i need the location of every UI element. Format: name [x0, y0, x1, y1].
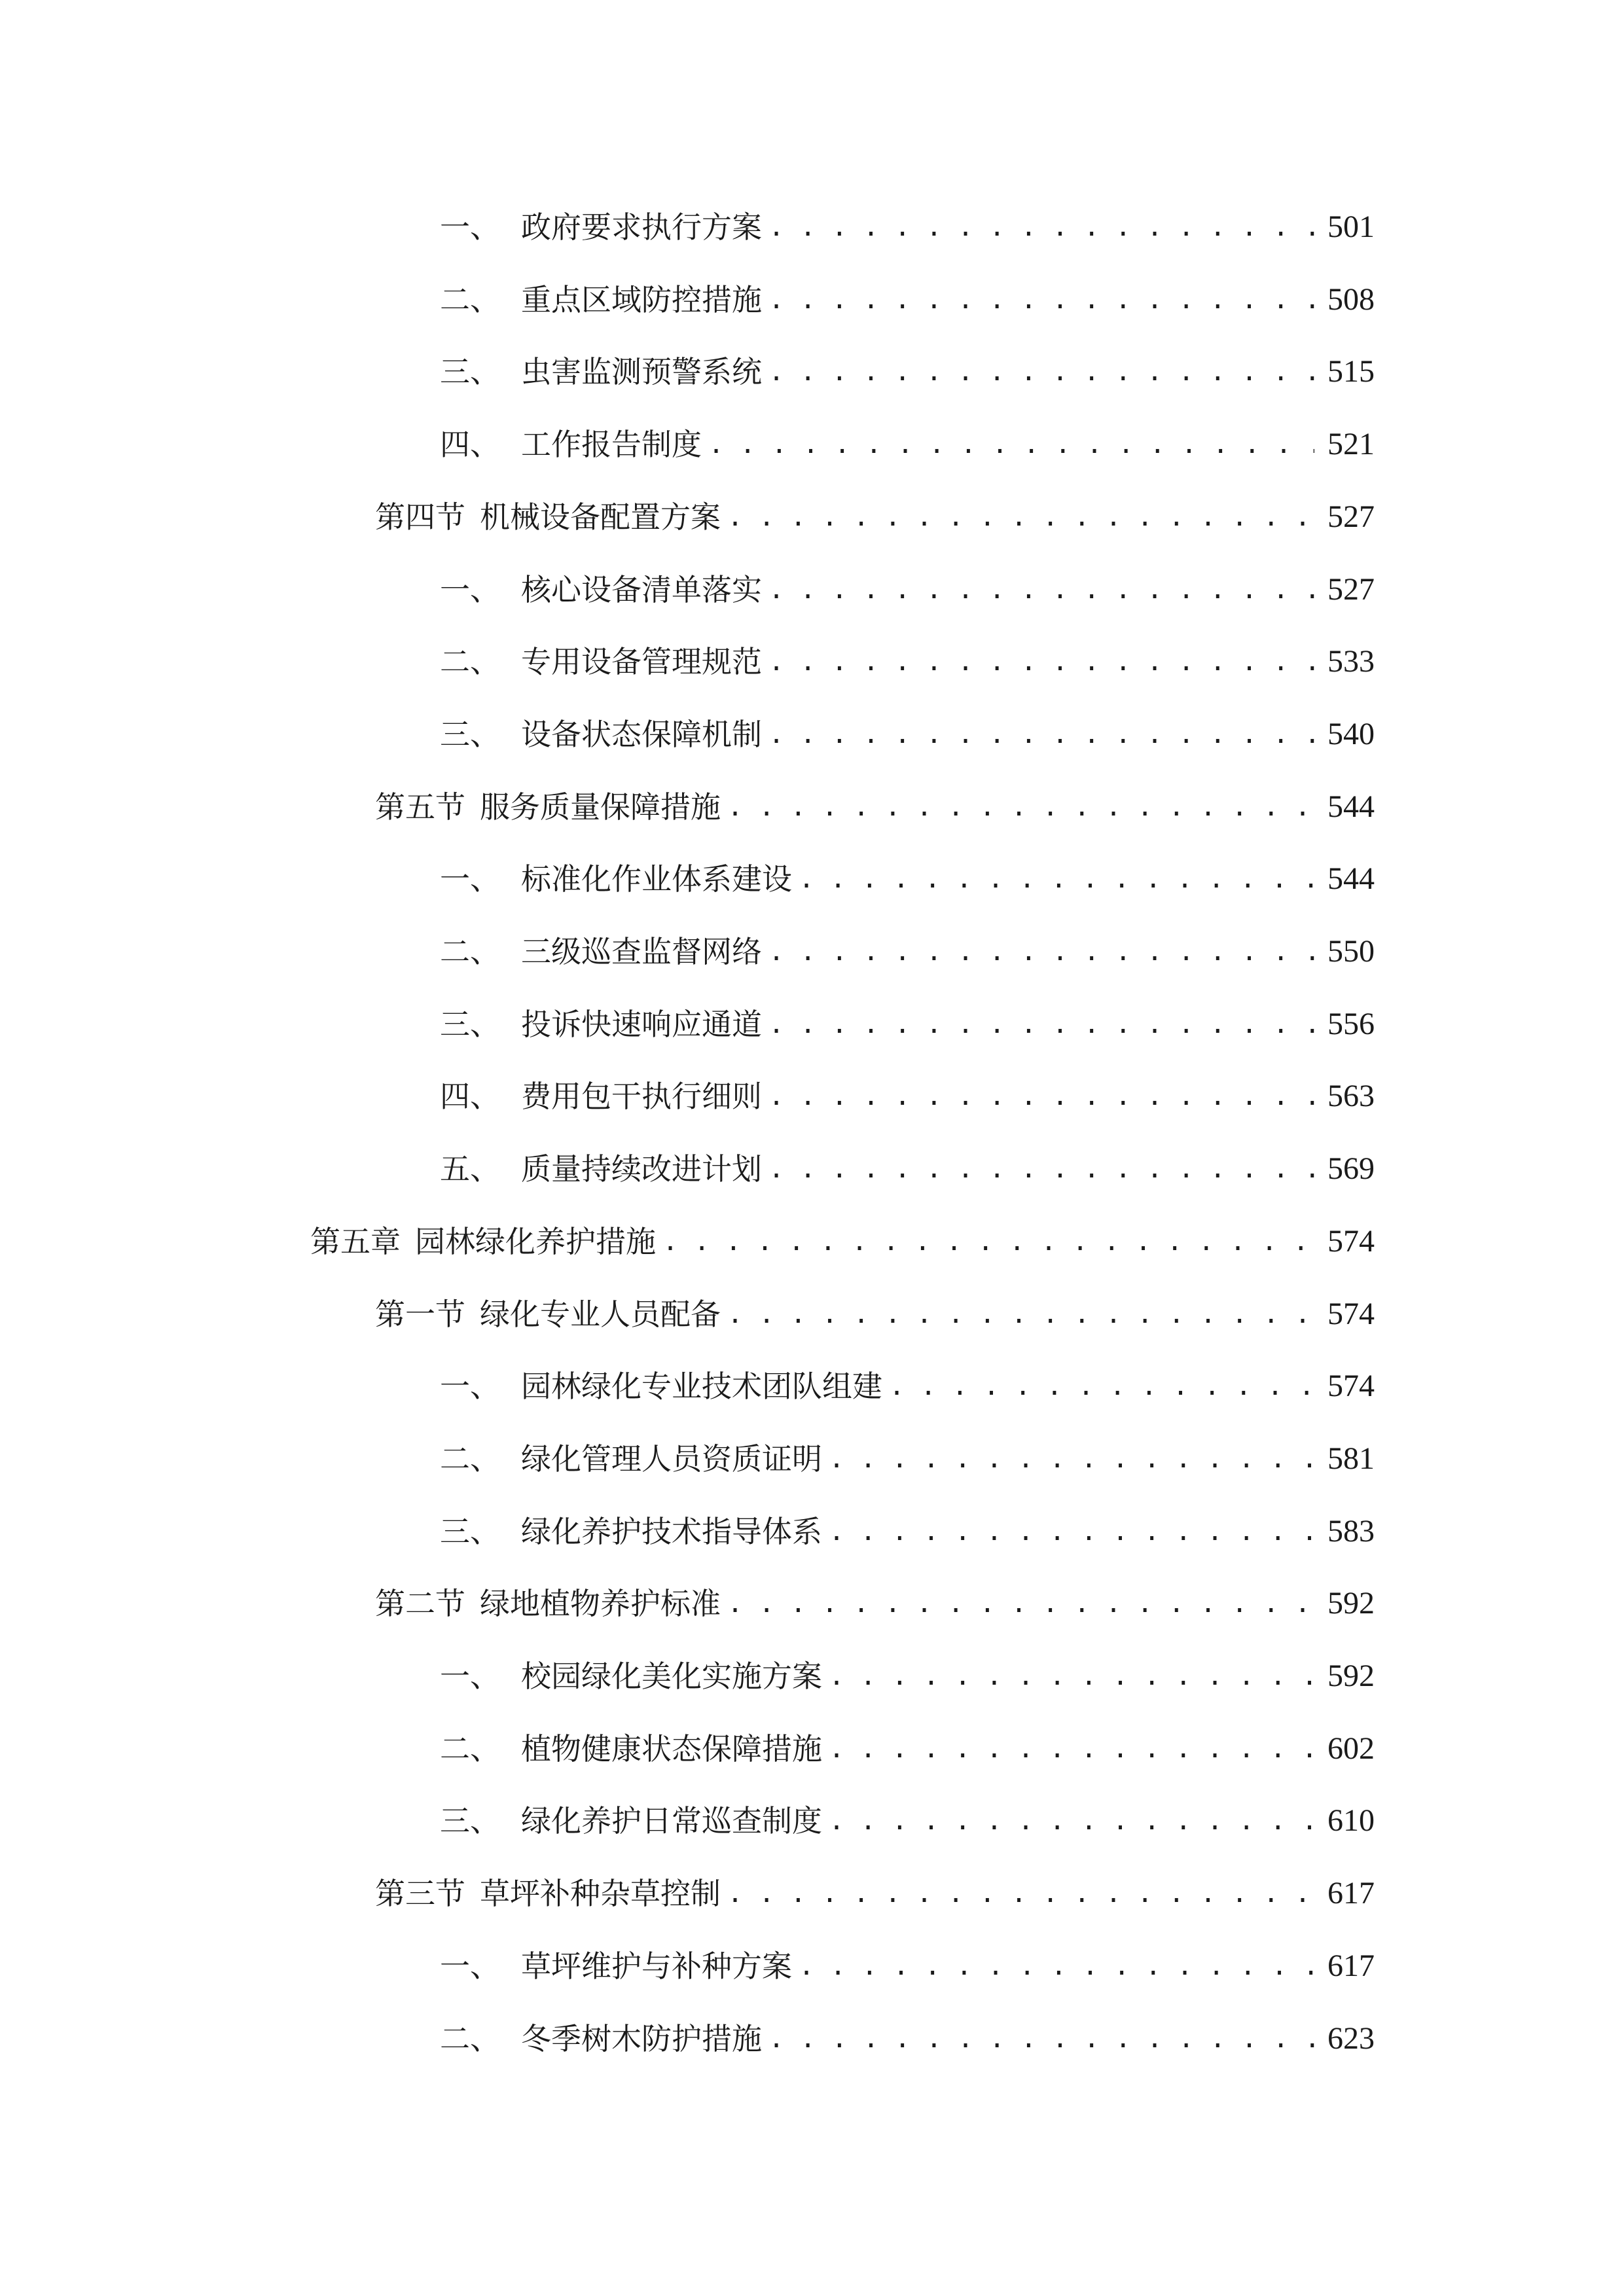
toc-entry-page-number: 592 — [1327, 1586, 1375, 1621]
dot-leader — [768, 632, 1314, 691]
toc-entry[interactable] — [0, 850, 1624, 908]
toc-entry-title: 校园绿化美化实施方案 — [521, 1659, 822, 1694]
dot-leader — [768, 560, 1314, 619]
toc-entry[interactable] — [0, 1285, 1624, 1344]
toc-entry-number: 二、 — [440, 644, 500, 680]
toc-entry-line — [440, 705, 1375, 764]
toc-entry-page-number: 574 — [1327, 1296, 1375, 1331]
toc-entry-number: 一、 — [440, 571, 500, 607]
toc-entry-page-number: 540 — [1327, 716, 1375, 751]
toc-entry-title: 标准化作业体系建设 — [521, 861, 792, 897]
dot-leader — [829, 1719, 1314, 1778]
toc-entry-number: 二、 — [440, 281, 500, 317]
toc-entry-number: 第四节 — [375, 499, 465, 535]
dot-leader — [829, 1429, 1314, 1488]
toc-entry-number: 一、 — [440, 1659, 500, 1694]
toc-entry[interactable] — [0, 632, 1624, 691]
toc-entry-line — [440, 1357, 1375, 1416]
toc-entry-title: 绿化养护技术指导体系 — [521, 1513, 822, 1549]
toc-entry-title: 机械设备配置方案 — [480, 499, 721, 535]
toc-entry-line — [440, 1139, 1375, 1198]
toc-entry[interactable] — [0, 1574, 1624, 1633]
toc-entry-line — [440, 560, 1375, 619]
toc-entry-number: 二、 — [440, 2020, 500, 2056]
toc-entry-line — [440, 1647, 1375, 1706]
toc-entry-page-number: 610 — [1327, 1803, 1375, 1839]
dot-leader — [768, 270, 1314, 329]
dot-leader — [768, 705, 1314, 764]
toc-entry-page-number: 592 — [1327, 1659, 1375, 1693]
toc-entry-line — [375, 488, 1375, 547]
toc-entry-page-number: 501 — [1327, 209, 1375, 244]
dot-leader — [829, 1502, 1314, 1561]
toc-entry[interactable] — [0, 705, 1624, 764]
toc-entry[interactable] — [0, 1067, 1624, 1126]
toc-entry-line — [375, 1864, 1375, 1923]
dot-leader — [662, 1212, 1314, 1271]
toc-entry-line — [440, 995, 1375, 1054]
toc-entry-title: 质量持续改进计划 — [521, 1151, 762, 1187]
toc-entry[interactable] — [0, 1429, 1624, 1488]
toc-entry[interactable] — [0, 1791, 1624, 1850]
toc-entry-line — [440, 1429, 1375, 1488]
toc-entry-title: 核心设备清单落实 — [521, 571, 762, 607]
toc-entry[interactable] — [0, 560, 1624, 619]
toc-entry[interactable] — [0, 1719, 1624, 1778]
toc-entry-title: 投诉快速响应通道 — [521, 1006, 762, 1042]
toc-entry-line — [440, 270, 1375, 329]
toc-entry-number: 三、 — [440, 716, 500, 752]
toc-entry-page-number: 527 — [1327, 499, 1375, 534]
toc-entry-title: 服务质量保障措施 — [480, 789, 721, 825]
toc-entry[interactable] — [0, 995, 1624, 1054]
toc-entry-title: 园林绿化养护措施 — [415, 1223, 656, 1259]
dot-leader — [727, 488, 1314, 547]
toc-entry-number: 一、 — [440, 1369, 500, 1405]
toc-entry-title: 政府要求执行方案 — [521, 209, 762, 245]
toc-entry-number: 二、 — [440, 1441, 500, 1477]
toc-entry-title: 绿地植物养护标准 — [480, 1586, 721, 1622]
toc-entry-line — [375, 1574, 1375, 1633]
toc-entry-page-number: 521 — [1327, 427, 1375, 462]
toc-entry-page-number: 574 — [1327, 1369, 1375, 1404]
toc-entry-line — [440, 632, 1375, 691]
toc-entry-line — [440, 850, 1375, 908]
toc-entry-page-number: 544 — [1327, 789, 1375, 824]
toc-entry[interactable] — [0, 2009, 1624, 2068]
toc-entry[interactable] — [0, 1647, 1624, 1706]
toc-entry-line — [375, 778, 1375, 836]
toc-entry[interactable] — [0, 415, 1624, 474]
toc-entry[interactable] — [0, 342, 1624, 401]
toc-entry-title: 绿化养护日常巡查制度 — [521, 1803, 822, 1839]
toc-entry-line — [375, 1285, 1375, 1344]
toc-entry-line — [310, 1212, 1375, 1271]
toc-entry-title: 绿化管理人员资质证明 — [521, 1441, 822, 1477]
toc-entry-line — [440, 2009, 1375, 2068]
toc-entry-number: 第五节 — [375, 789, 465, 825]
dot-leader — [727, 1864, 1314, 1923]
toc-entry-line — [440, 922, 1375, 981]
toc-entry-line — [440, 1719, 1375, 1778]
dot-leader — [727, 778, 1314, 836]
toc-entry-page-number: 515 — [1327, 354, 1375, 389]
toc-entry-title: 园林绿化专业技术团队组建 — [521, 1369, 882, 1405]
toc-entry-number: 四、 — [440, 427, 500, 463]
dot-leader — [799, 850, 1314, 908]
dot-leader — [768, 1067, 1314, 1126]
toc-entry-title: 绿化专业人员配备 — [480, 1296, 721, 1332]
toc-entry-title: 植物健康状态保障措施 — [521, 1731, 822, 1767]
dot-leader — [889, 1357, 1314, 1416]
toc-entry-line — [440, 342, 1375, 401]
toc-entry-page-number: 544 — [1327, 861, 1375, 897]
toc-entry-number: 四、 — [440, 1079, 500, 1115]
dot-leader — [768, 995, 1314, 1054]
toc-entry-title: 专用设备管理规范 — [521, 644, 762, 680]
toc-entry-page-number: 617 — [1327, 1876, 1375, 1911]
toc-entry-page-number: 508 — [1327, 281, 1375, 317]
dot-leader — [708, 415, 1314, 474]
toc-entry-number: 一、 — [440, 209, 500, 245]
toc-entry[interactable] — [0, 198, 1624, 257]
toc-entry-number: 三、 — [440, 1513, 500, 1549]
toc-entry-title: 设备状态保障机制 — [521, 716, 762, 752]
toc-entry-page-number: 533 — [1327, 644, 1375, 679]
toc-entry[interactable] — [0, 1139, 1624, 1198]
toc-entry-title: 重点区域防控措施 — [521, 281, 762, 317]
toc-entry-number: 第五章 — [310, 1223, 401, 1259]
toc-entry-line — [440, 1791, 1375, 1850]
toc-entry-page-number: 583 — [1327, 1513, 1375, 1549]
dot-leader — [768, 2009, 1314, 2068]
toc-entry-page-number: 623 — [1327, 2020, 1375, 2056]
toc-entry-title: 费用包干执行细则 — [521, 1079, 762, 1115]
toc-entry-number: 三、 — [440, 354, 500, 390]
toc-entry-title: 冬季树木防护措施 — [521, 2020, 762, 2056]
toc-entry-number: 第二节 — [375, 1586, 465, 1622]
toc-entry-title: 草坪维护与补种方案 — [521, 1948, 792, 1984]
dot-leader — [799, 1937, 1314, 1996]
toc-entry-number: 三、 — [440, 1006, 500, 1042]
dot-leader — [768, 922, 1314, 981]
dot-leader — [768, 342, 1314, 401]
toc-entry-title: 虫害监测预警系统 — [521, 354, 762, 390]
toc-entry-page-number: 617 — [1327, 1948, 1375, 1983]
toc-entry-number: 第三节 — [375, 1876, 465, 1912]
toc-entry[interactable] — [0, 1864, 1624, 1923]
toc-entry[interactable] — [0, 922, 1624, 981]
toc-entry[interactable] — [0, 1212, 1624, 1271]
toc-entry-number: 二、 — [440, 1731, 500, 1767]
toc-entry-page-number: 569 — [1327, 1151, 1375, 1187]
toc-entry-page-number: 556 — [1327, 1006, 1375, 1041]
toc-entry-line — [440, 1067, 1375, 1126]
toc-entry-line — [440, 1502, 1375, 1561]
toc-entry-page-number: 527 — [1327, 571, 1375, 607]
toc-entry-line — [440, 415, 1375, 474]
toc-entry-page-number: 602 — [1327, 1731, 1375, 1766]
toc-entry-number: 三、 — [440, 1803, 500, 1839]
toc-entry-title: 三级巡查监督网络 — [521, 934, 762, 969]
toc-entry-number: 一、 — [440, 861, 500, 897]
dot-leader — [768, 1139, 1314, 1198]
toc-entry[interactable] — [0, 778, 1624, 836]
toc-entry-line — [440, 1937, 1375, 1996]
toc-entry[interactable] — [0, 270, 1624, 329]
dot-leader — [727, 1285, 1314, 1344]
toc-entry-title: 工作报告制度 — [521, 427, 702, 463]
toc-entry-page-number: 574 — [1327, 1223, 1375, 1259]
toc-entry-number: 二、 — [440, 934, 500, 969]
dot-leader — [829, 1647, 1314, 1706]
toc-entry-number: 一、 — [440, 1948, 500, 1984]
dot-leader — [829, 1791, 1314, 1850]
toc-entry-number: 第一节 — [375, 1296, 465, 1332]
toc-entry-page-number: 550 — [1327, 934, 1375, 969]
toc-entry-page-number: 581 — [1327, 1441, 1375, 1476]
toc-entry-number: 五、 — [440, 1151, 500, 1187]
toc-entry[interactable] — [0, 1937, 1624, 1996]
toc-entry-page-number: 563 — [1327, 1079, 1375, 1114]
toc-entry[interactable] — [0, 1357, 1624, 1416]
dot-leader — [768, 198, 1314, 257]
toc-entry-line — [440, 198, 1375, 257]
toc-entry-title: 草坪补种杂草控制 — [480, 1876, 721, 1912]
toc-entry[interactable] — [0, 1502, 1624, 1561]
toc-entry[interactable] — [0, 488, 1624, 547]
dot-leader — [727, 1574, 1314, 1633]
